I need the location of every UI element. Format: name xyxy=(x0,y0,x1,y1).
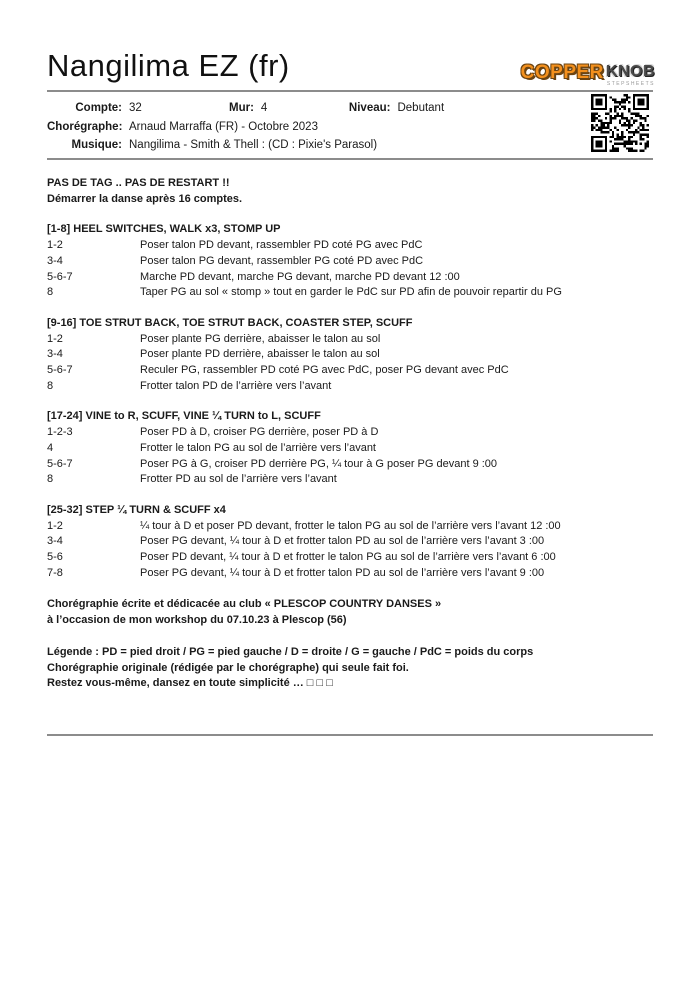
step-row xyxy=(47,379,660,395)
step-row xyxy=(47,472,660,488)
dance-section xyxy=(47,316,660,395)
step-text: Poser talon PG devant, rassembler PG coté PD avec PdC xyxy=(140,254,424,267)
step-row xyxy=(47,238,660,254)
step-row xyxy=(47,363,660,379)
meta-row-choreographer xyxy=(47,118,567,137)
page-title: Nangilima EZ (fr) xyxy=(47,48,290,83)
logo-subtext: STEPSHEETS xyxy=(606,81,655,87)
copperknob-logo xyxy=(521,62,655,87)
musique-label: Musique: xyxy=(71,139,122,151)
dance-section xyxy=(47,503,660,582)
legend-block xyxy=(47,645,660,692)
step-text: Poser plante PD derrière, abaisser le talon au sol xyxy=(140,348,380,361)
section-heading: [17-24] VINE to R, SCUFF, VINE ¼ TURN to L, SCUFF xyxy=(47,410,321,423)
step-row xyxy=(47,441,660,457)
intro-line: PAS DE TAG .. PAS DE RESTART !! xyxy=(47,177,230,189)
step-counts: 1-2 xyxy=(47,239,63,252)
step-text: Poser PD devant, ¼ tour à D et frotter le talon PG au sol de l’arrière vers l’avant 6 :00 xyxy=(140,551,556,564)
step-counts: 1-2-3 xyxy=(47,426,73,439)
step-row xyxy=(47,519,660,535)
niveau-label: Niveau: xyxy=(348,102,391,114)
compte-label: Compte: xyxy=(75,102,122,114)
dedication-line: à l’occasion de mon workshop du 07.10.23 à Plescop (56) xyxy=(47,614,347,627)
meta-row-counts xyxy=(47,99,567,118)
header-divider-bottom xyxy=(47,158,653,160)
section-heading: [9-16] TOE STRUT BACK, TOE STRUT BACK, COASTER STEP, SCUFF xyxy=(47,316,413,329)
step-text: Frotter le talon PG au sol de l’arrière vers l’avant xyxy=(140,441,376,454)
section-heading: [1-8] HEEL SWITCHES, WALK x3, STOMP UP xyxy=(47,223,281,236)
logo-knob-text: KNOB xyxy=(605,63,655,80)
dedication-block xyxy=(47,597,660,628)
meta-row-music xyxy=(47,136,567,155)
step-row xyxy=(47,566,660,582)
logo-knob-block xyxy=(606,63,655,87)
step-counts: 3-4 xyxy=(47,535,63,548)
sections xyxy=(47,222,660,581)
step-counts: 5-6-7 xyxy=(47,270,73,283)
step-row xyxy=(47,534,660,550)
intro-note xyxy=(47,176,660,207)
step-row xyxy=(47,425,660,441)
step-text: Poser PG à G, croiser PD derrière PG, ¼ tour à G poser PG devant 9 :00 xyxy=(140,457,498,470)
step-text: Frotter talon PD de l’arrière vers l’avant xyxy=(140,379,332,392)
step-row xyxy=(47,457,660,473)
qr-code xyxy=(591,94,649,152)
section-heading: [25-32] STEP ¼ TURN & SCUFF x4 xyxy=(47,503,226,516)
mur-label: Mur: xyxy=(229,102,254,114)
step-text: Poser PG devant, ¼ tour à D et frotter talon PD au sol de l’arrière vers l’avant 3 :00 xyxy=(140,535,545,548)
step-text: ¼ tour à D et poser PD devant, frotter le talon PG au sol de l’arrière vers l’avant 12 :00 xyxy=(140,519,561,532)
step-counts: 8 xyxy=(47,286,54,299)
intro-line: Démarrer la danse après 16 comptes. xyxy=(47,192,243,205)
header-divider-top xyxy=(47,90,653,92)
footer-divider xyxy=(47,734,653,736)
step-row xyxy=(47,347,660,363)
step-text: Frotter PD au sol de l’arrière vers l’avant xyxy=(140,473,337,486)
step-counts: 5-6-7 xyxy=(47,457,73,470)
meta-block xyxy=(47,99,567,155)
step-text: Taper PG au sol « stomp » tout en garder le PdC sur PD afin de pouvoir repartir du PG xyxy=(140,286,562,299)
dedication-line: Chorégraphie écrite et dédicacée au club « PLESCOP COUNTRY DANSES » xyxy=(47,598,442,611)
step-text: Poser plante PG derrière, abaisser le talon au sol xyxy=(140,332,381,345)
compte-value: 32 xyxy=(129,102,142,114)
step-text: Marche PD devant, marche PG devant, marche PD devant 12 :00 xyxy=(140,270,460,283)
step-row xyxy=(47,285,660,301)
step-counts: 8 xyxy=(47,473,54,486)
step-counts: 3-4 xyxy=(47,348,63,361)
step-counts: 3-4 xyxy=(47,254,63,267)
step-row xyxy=(47,550,660,566)
step-row xyxy=(47,270,660,286)
step-text: Poser PG devant, ¼ tour à D et frotter talon PD au sol de l’arrière vers l’avant 9 :00 xyxy=(140,566,545,579)
choregraphe-label: Chorégraphe: xyxy=(47,120,123,133)
step-text: Poser PD à D, croiser PG derrière, poser PD à D xyxy=(140,426,379,439)
step-counts: 8 xyxy=(47,379,54,392)
musique-value: Nangilima - Smith & Thell : (CD : Pixie's Parasol) xyxy=(129,139,378,151)
dance-section xyxy=(47,222,660,301)
step-counts: 1-2 xyxy=(47,332,63,345)
sheet-body xyxy=(47,176,660,692)
niveau-value: Debutant xyxy=(397,102,445,114)
dance-section xyxy=(47,409,660,488)
choregraphe-value: Arnaud Marraffa (FR) - Octobre 2023 xyxy=(129,120,318,133)
mur-value: 4 xyxy=(260,102,268,114)
step-text: Poser talon PD devant, rassembler PD coté PG avec PdC xyxy=(140,239,423,252)
step-text: Reculer PG, rassembler PD coté PG avec PdC, poser PG devant avec PdC xyxy=(140,364,509,377)
logo-copper-text: COPPER xyxy=(520,62,604,83)
step-counts: 5-6-7 xyxy=(47,364,73,377)
legend-line: Restez vous-même, dansez en toute simplicité … □ □ □ xyxy=(47,677,333,690)
step-counts: 7-8 xyxy=(47,566,63,579)
step-row xyxy=(47,332,660,348)
step-counts: 4 xyxy=(47,441,54,454)
step-row xyxy=(47,254,660,270)
legend-line: Légende : PD = pied droit / PG = pied gauche / D = droite / G = gauche / PdC = poids du corps xyxy=(47,645,534,658)
step-counts: 1-2 xyxy=(47,519,63,532)
legend-line: Chorégraphie originale (rédigée par le chorégraphe) qui seule fait foi. xyxy=(47,661,409,674)
step-counts: 5-6 xyxy=(47,551,63,564)
